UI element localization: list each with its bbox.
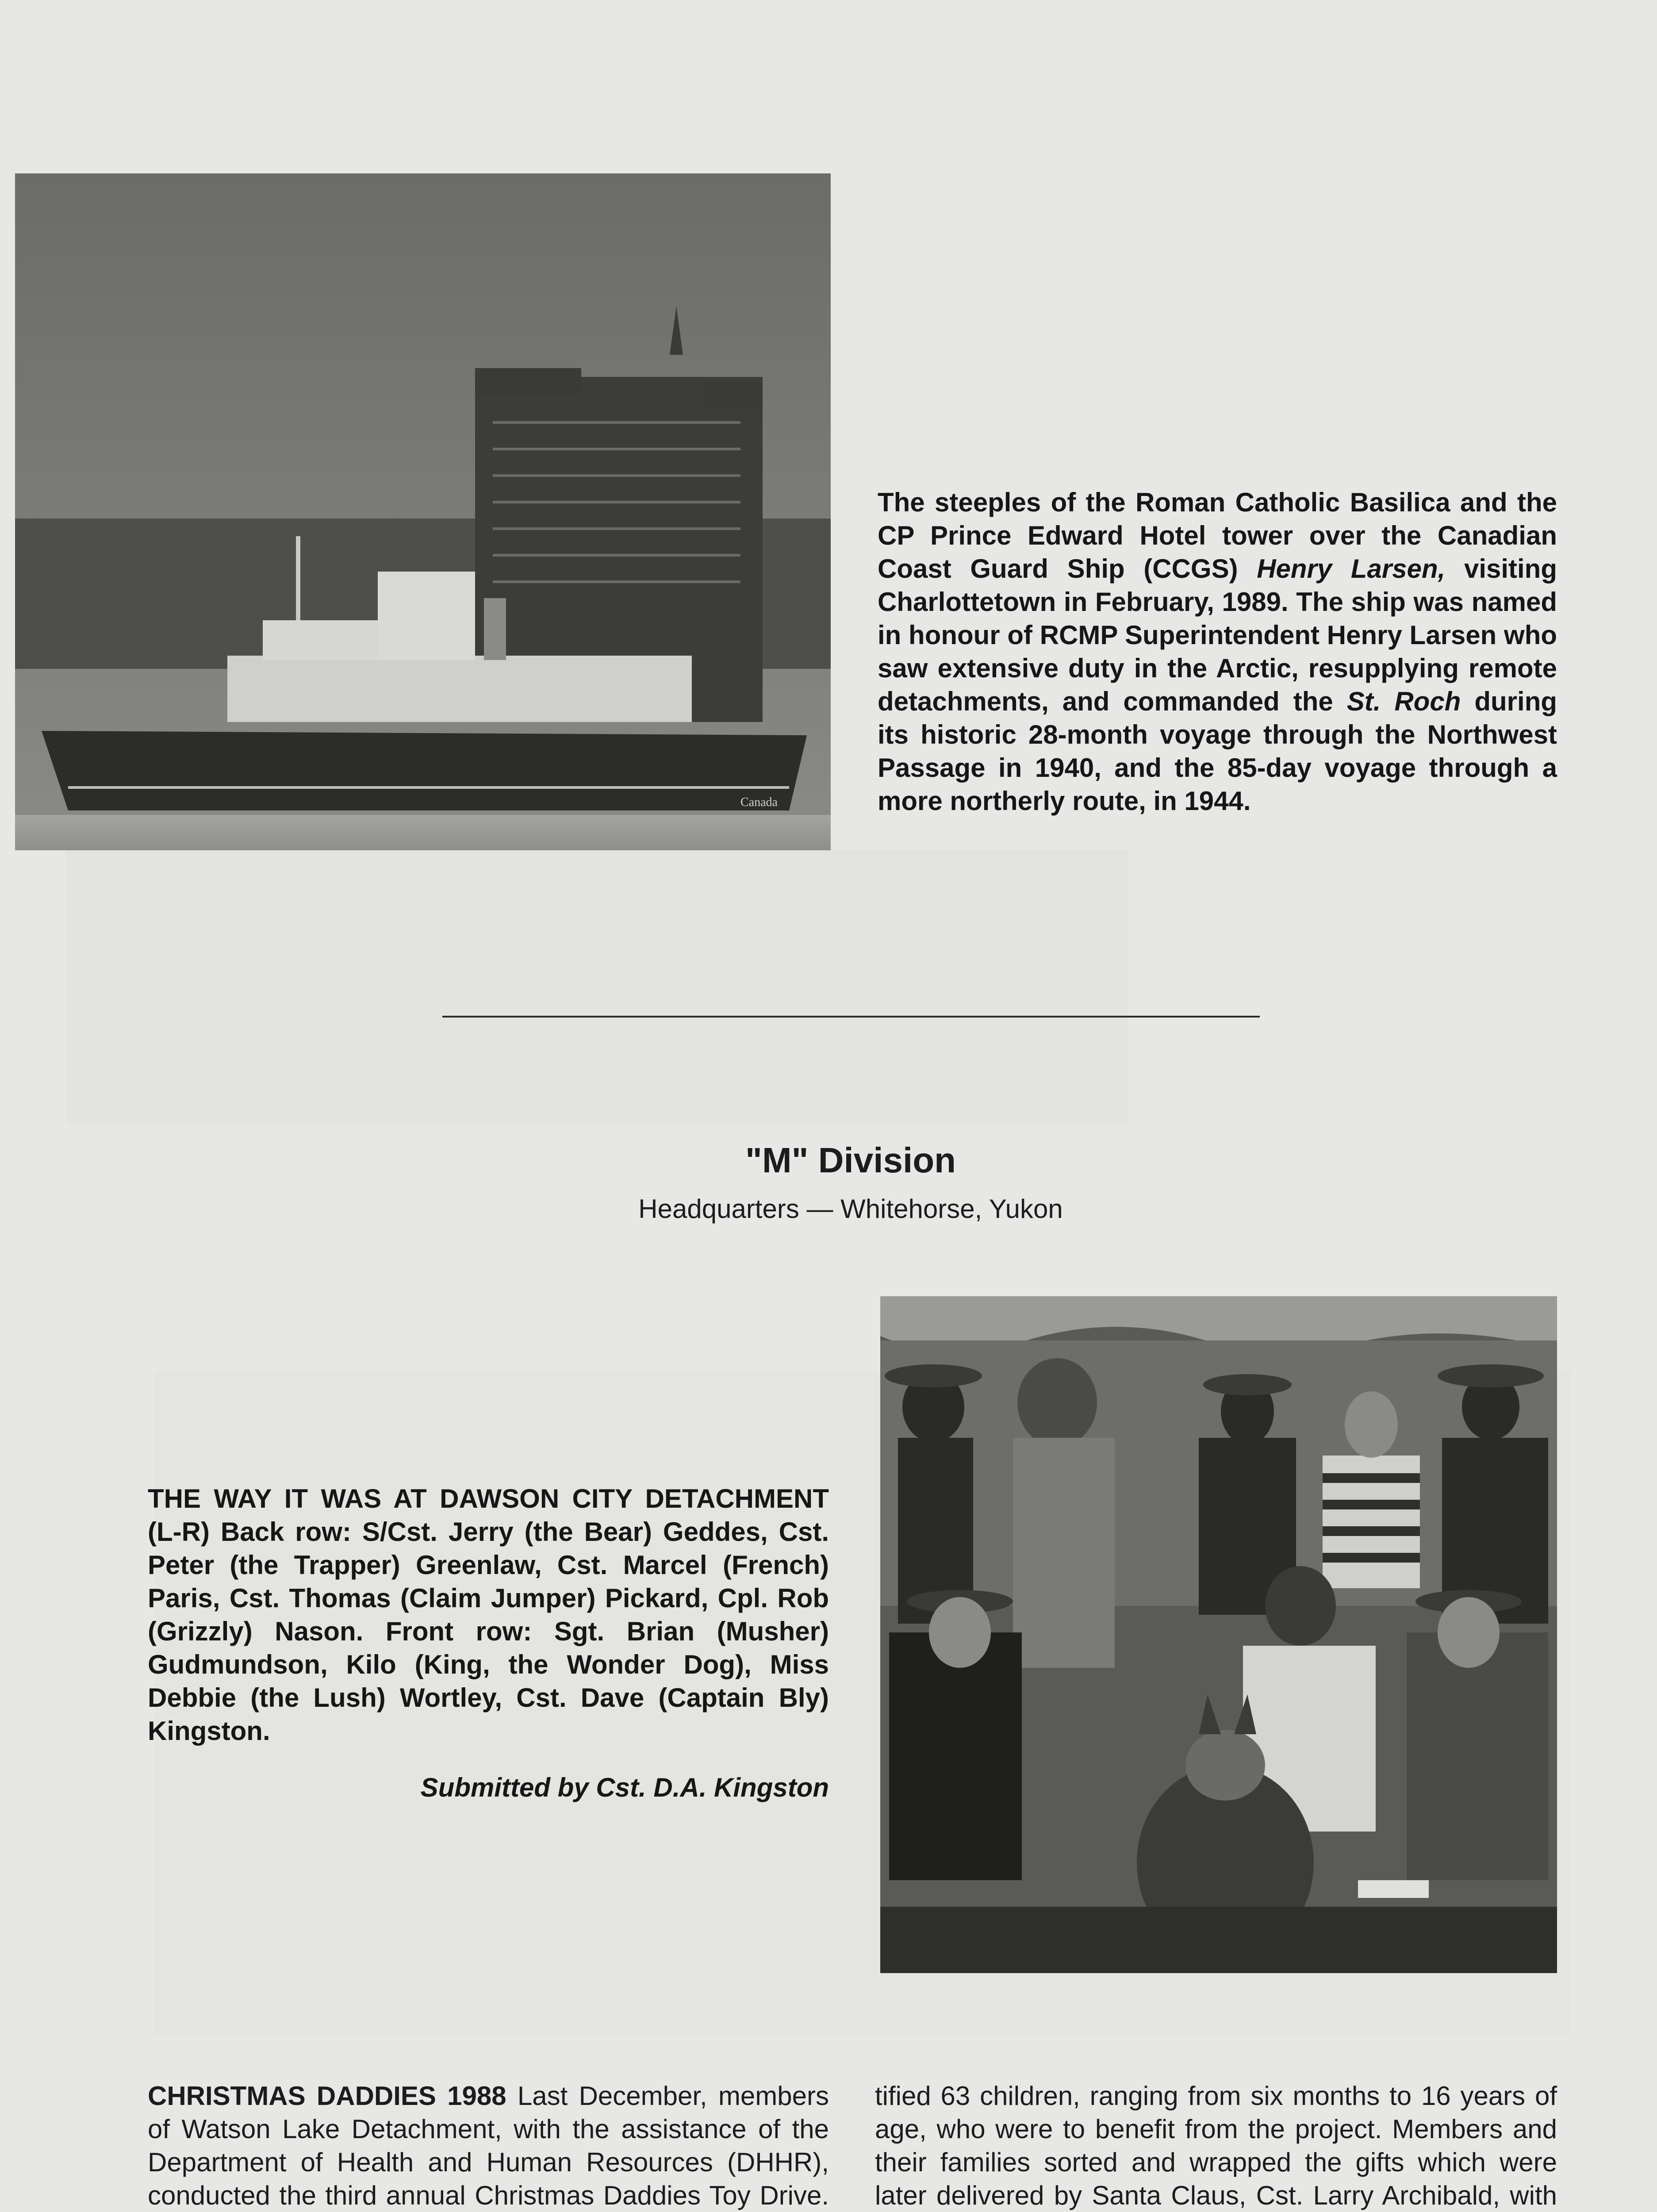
ship-photo-image [15,173,831,850]
bleed-through-photo-ghost [66,849,1128,1124]
article-column-right [875,2079,1557,2212]
caption-text-part3: during its historic 28-month voyage through the Northwest Passage in 1940, and the 85-day voyage through a more northerly route, in 1944. [878,687,1557,816]
ship-name: Henry Larsen, [1257,554,1446,584]
dawson-group-photo [880,1296,1557,1973]
division-title: "M" Division [745,1141,956,1180]
division-subtitle: Headquarters — Whitehorse, Yukon [638,1194,1063,1224]
dawson-group-photo-image [880,1296,1557,1973]
article-text-left: Last December, members of Watson Lake Detachment, with the assistance of the Department of Health and Human Resources (DHHR), conducted the third annual Christmas Daddies Toy Drive. [148,2081,829,2210]
vessel-name: St. Roch [1346,687,1461,716]
hull-marking-text: Canada [740,795,778,809]
photo-credit: Submitted by Cst. D.A. Kingston [420,1773,829,1802]
article-text-right: tified 63 children, ranging from six months to 16 years of age, who were to benefit from the project. Members and their families sorted and wrapped the gifts which were later delivered by Santa Claus, Cst. Larry Archibald, with [875,2081,1557,2210]
article-lead: CHRISTMAS DADDIES 1988 [148,2081,506,2111]
ship-photo [15,173,831,850]
article-column-left [148,2079,829,2212]
dawson-photo-caption: THE WAY IT WAS AT DAWSON CITY DETACHMENT (L-R) Back row: S/Cst. Jerry (the Bear) Geddes, Cst. Peter (the Trapper) Greenlaw, Cst. Marcel (French) Paris, Cst. Thomas (Claim Jumper) Pickard, Cpl. Rob (Grizzly) Nason. Front row: Sgt. Brian (Musher) Gudmundson, Kilo (King, the Wonder Dog), Miss Debbie (the Lush) Wortley, Cst. Dave (Captain Bly) Kingston. [148,1484,829,1746]
section-divider [442,1016,1260,1018]
ship-photo-caption [878,486,1557,818]
caption-text-part2: visiting Charlottetown in February, 1989. The ship was named in honour of RCMP Superintendent Henry Larsen who saw extensive duty in the Arctic, resupplying remote detachments, and commanded the [878,554,1557,716]
caption-text-part1: The steeples of the Roman Catholic Basilica and the CP Prince Edward Hotel tower over the Canadian Coast Guard Ship (CCGS) [878,488,1557,584]
